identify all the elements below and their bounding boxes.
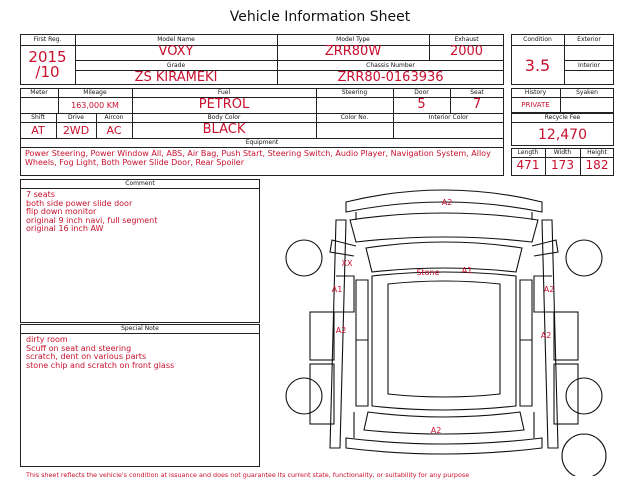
fuel-value: PETROL	[198, 97, 250, 112]
seat-value: 7	[472, 97, 482, 112]
damage-mark-windshield: A1	[461, 266, 473, 275]
exterior-label: Exterior	[577, 36, 601, 43]
grade-value: ZS KIRAMEKI	[134, 70, 218, 85]
right-side-windows	[520, 280, 532, 406]
equipment-value: Power Steering, Power Window All, ABS, Air Bag, Push Start, Steering Switch, Audio Player, Navigation System, Alloy Wheels, Fog Light, Both Power Slide Door, Rear Spoiler	[25, 149, 491, 167]
wheel-front-left	[286, 240, 322, 276]
exhaust-value: 2000	[449, 44, 484, 59]
meter-label: Meter	[30, 89, 48, 96]
body-color-value: BLACK	[202, 122, 246, 137]
left-front-door	[310, 312, 334, 360]
chassis-number-label: Chassis Number	[366, 62, 415, 69]
comment-line: both side power slide door	[26, 198, 133, 208]
first-reg-label: First Reg.	[33, 36, 62, 43]
left-side-windows	[356, 280, 368, 406]
color-no-label: Color No.	[340, 114, 369, 121]
grade-label: Grade	[166, 62, 186, 69]
drive-label: Drive	[68, 114, 84, 121]
height-label: Height	[587, 149, 607, 156]
damage-mark-left-fender: XX	[341, 259, 353, 268]
equipment-label: Equipment	[245, 139, 279, 146]
sheet-title: Vehicle Information Sheet	[229, 9, 411, 25]
door-value: 5	[417, 97, 426, 112]
exhaust-label: Exhaust	[454, 36, 479, 43]
model-type-value: ZRR80W	[324, 44, 382, 59]
model-name-label: Model Name	[157, 36, 195, 43]
damage-mark-left-front-door: A1	[331, 285, 343, 294]
special-note-text	[26, 336, 256, 370]
interior-color-label: Interior Color	[428, 114, 469, 121]
left-front-fender	[332, 276, 354, 312]
body-color-label: Body Color	[207, 114, 241, 121]
hood	[350, 213, 538, 242]
comment-label: Comment	[125, 180, 155, 187]
drive-value: 2WD	[62, 124, 90, 137]
first-reg-month: /10	[35, 63, 60, 81]
body-outline	[330, 220, 558, 448]
shift-value: AT	[31, 124, 45, 137]
comment-line: original 16 inch AW	[26, 224, 104, 234]
shift-label: Shift	[31, 114, 45, 121]
mileage-value: 163,000 KM	[71, 101, 119, 110]
disclaimer-footer: This sheet reflects the vehicle's condition at issuance and does not guarantee its current state, functionality, or suitability for any purpose	[26, 471, 470, 479]
comment-line: original 9 inch navi, full segment	[26, 215, 158, 225]
length-value: 471	[516, 158, 540, 172]
right-front-door	[554, 312, 578, 360]
comment-line: flip down monitor	[26, 207, 97, 217]
model-name-value: VOXY	[158, 44, 194, 59]
comment-line: 7 seats	[26, 190, 55, 199]
height-value: 182	[585, 158, 609, 172]
wheel-front-right	[566, 240, 602, 276]
special-note-line: scratch, dent on various parts	[26, 352, 147, 362]
history-value: PRIVATE	[521, 101, 550, 109]
width-label: Width	[553, 149, 572, 156]
damage-mark-right-front-door: A2	[543, 285, 555, 294]
condition-value: 3.5	[524, 56, 551, 75]
special-note-line: stone chip and scratch on front glass	[26, 360, 175, 370]
model-type-label: Model Type	[336, 36, 370, 43]
door-label: Door	[414, 89, 429, 96]
wheel-rear-left	[286, 378, 322, 414]
roof	[372, 272, 516, 410]
syaken-label: Syaken	[576, 89, 598, 96]
right-front-fender	[534, 276, 556, 312]
mirror-left	[330, 240, 356, 256]
interior-label: Interior	[578, 62, 600, 69]
damage-mark-rear-bottom: A2	[430, 426, 442, 435]
damage-mark-right-rear-door: A2	[540, 331, 552, 340]
condition-label: Condition	[523, 36, 552, 43]
damage-mark-front-top: A2	[441, 198, 453, 207]
special-note-line: dirty room	[26, 335, 68, 344]
fuel-label: Fuel	[217, 89, 231, 96]
seat-label: Seat	[470, 89, 484, 96]
recycle-fee-value: 12,470	[538, 127, 587, 143]
damage-mark-left-rear-door: A2	[335, 326, 347, 335]
aircon-label: Aircon	[104, 114, 124, 121]
comment-text	[26, 191, 256, 234]
steering-label: Steering	[341, 89, 368, 96]
recycle-fee-label: Recycle Fee	[544, 114, 581, 121]
mirror-right	[532, 240, 558, 256]
width-value: 173	[551, 158, 574, 172]
special-note-label: Special Note	[121, 325, 159, 332]
spare-wheel	[562, 434, 606, 476]
special-note-line: Scuff on seat and steering	[26, 343, 132, 353]
chassis-number-value: ZRR80-0163936	[337, 70, 444, 85]
history-label: History	[524, 89, 547, 96]
damage-mark-stone: Stone	[416, 268, 440, 277]
length-label: Length	[517, 149, 539, 156]
mileage-label: Mileage	[83, 89, 107, 96]
wheel-rear-right	[566, 378, 602, 414]
first-reg-year: 2015	[28, 48, 67, 66]
aircon-value: AC	[106, 124, 122, 137]
rear-bumper	[346, 438, 542, 454]
